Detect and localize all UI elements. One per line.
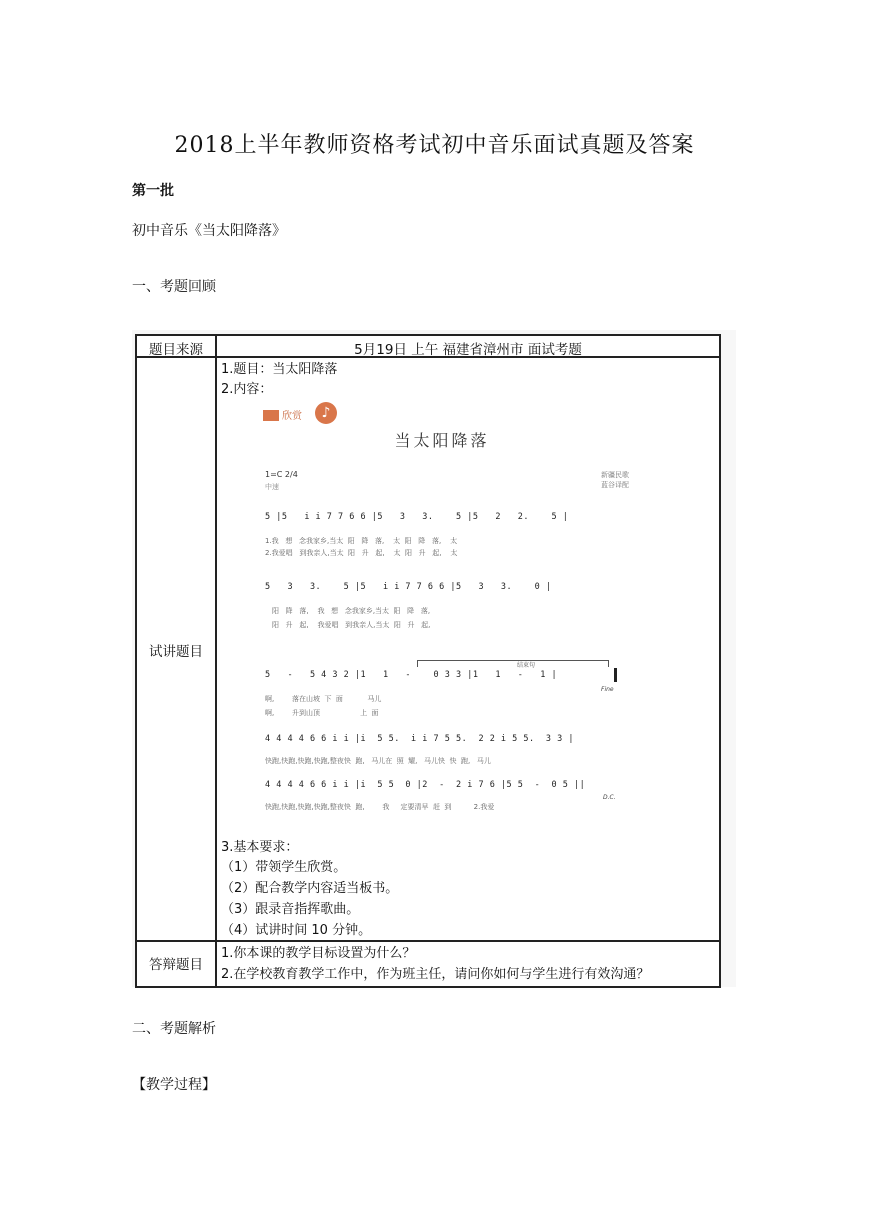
item-content: 2.内容：	[221, 382, 273, 397]
score-row-3-lyric1: 啊, 落在山坡 下 面 马儿	[265, 695, 382, 703]
requirement-item: （1）带领学生欣赏。	[221, 860, 347, 875]
section-heading-review: 一、考题回顾	[132, 279, 216, 295]
score-row-1-notes: 5 |5 i i 7 7 6 6 |5 3 3. 5 |5 2 2. 5 |	[265, 512, 569, 522]
fine-barline	[614, 668, 617, 682]
requirement-item: （2）配合教学内容适当板书。	[221, 881, 399, 896]
ending-label: 结束句	[517, 662, 536, 669]
attribution-translator: 蓝谷译配	[601, 481, 629, 489]
score-row-3-notes: 5 - 5 4 3 2 |1 1 - 0 3 3 |1 1 - 1 |	[265, 670, 558, 680]
table-divider	[215, 336, 217, 986]
score-row-2-lyric1: 阳 降 落, 我 想 念我家乡,当太 阳 降 落,	[272, 607, 431, 615]
teaching-process-heading: 【教学过程】	[132, 1077, 216, 1093]
tempo-mark: 中速	[265, 483, 279, 491]
defense-question: 2.在学校教育教学工作中，作为班主任，请问你如何与学生进行有效沟通？	[221, 967, 650, 982]
requirement-item: （3）跟录音指挥歌曲。	[221, 902, 360, 917]
dc-mark: D.C.	[603, 794, 616, 801]
ending-bracket	[417, 660, 609, 667]
header-label: 题目来源	[149, 342, 203, 358]
score-row-4-lyric1: 快跑,快跑,快跑,快跑,整夜快 跑, 马儿在 照 耀, 马儿快 快 跑, 马儿	[265, 757, 491, 765]
header-value: 5月19日 上午 福建省漳州市 面试考题	[354, 342, 582, 358]
defense-question: 1.你本课的教学目标设置为什么？	[221, 946, 416, 961]
score-row-1-lyric1: 1.我 想 念我家乡,当太 阳 降 落, 太 阳 降 落, 太	[265, 537, 458, 545]
item-title: 1.题目：当太阳降落	[221, 362, 338, 377]
song-title: 当太阳降落	[394, 431, 490, 450]
requirement-item: （4）试讲时间 10 分钟。	[221, 923, 372, 938]
score-row-2-notes: 5 3 3. 5 |5 i i 7 7 6 6 |5 3 3. 0 |	[265, 582, 552, 592]
lecture-label: 试讲题目	[149, 644, 203, 660]
score-row-2-lyric2: 阳 升 起, 我爱唱 到我亲人,当太 阳 升 起,	[272, 621, 431, 629]
exam-table	[135, 334, 721, 988]
defense-label: 答辩题目	[149, 957, 203, 973]
section-heading-analysis: 二、考题解析	[132, 1021, 216, 1037]
topic-line: 初中音乐《当太阳降落》	[132, 223, 286, 239]
music-score	[227, 384, 657, 809]
fine-mark: Fine	[601, 686, 614, 693]
music-note-icon: ♪	[315, 402, 337, 424]
key-signature: 1=C 2/4	[265, 470, 298, 479]
score-row-5-notes: 4 4 4 4 6 6 i i |i 5 5 0 |2 - 2 i 7 6 |5 5 - 0 5 ||	[265, 780, 586, 790]
page-title: 2018上半年教师资格考试初中音乐面试真题及答案	[174, 133, 695, 158]
requirements-title: 3.基本要求：	[221, 840, 299, 855]
score-row-5-lyric1: 快跑,快跑,快跑,快跑,整夜快 跑, 我 定要清早 赶 到 2.我爱	[265, 803, 495, 811]
appreciate-badge	[263, 410, 279, 421]
score-row-1-lyric2: 2.我爱唱 到我亲人,当太 阳 升 起, 太 阳 升 起, 太	[265, 549, 458, 557]
exam-table-image	[132, 330, 736, 987]
attribution-folk: 新疆民歌	[601, 471, 629, 479]
score-row-3-lyric2: 啊, 升到山顶 上 面	[265, 709, 379, 717]
batch-heading: 第一批	[132, 183, 174, 199]
score-row-4-notes: 4 4 4 4 6 6 i i |i 5 5. i i 7 5 5. 2 2 i 5 5. 3 3 |	[265, 734, 574, 744]
appreciate-label: 欣赏	[282, 411, 302, 422]
